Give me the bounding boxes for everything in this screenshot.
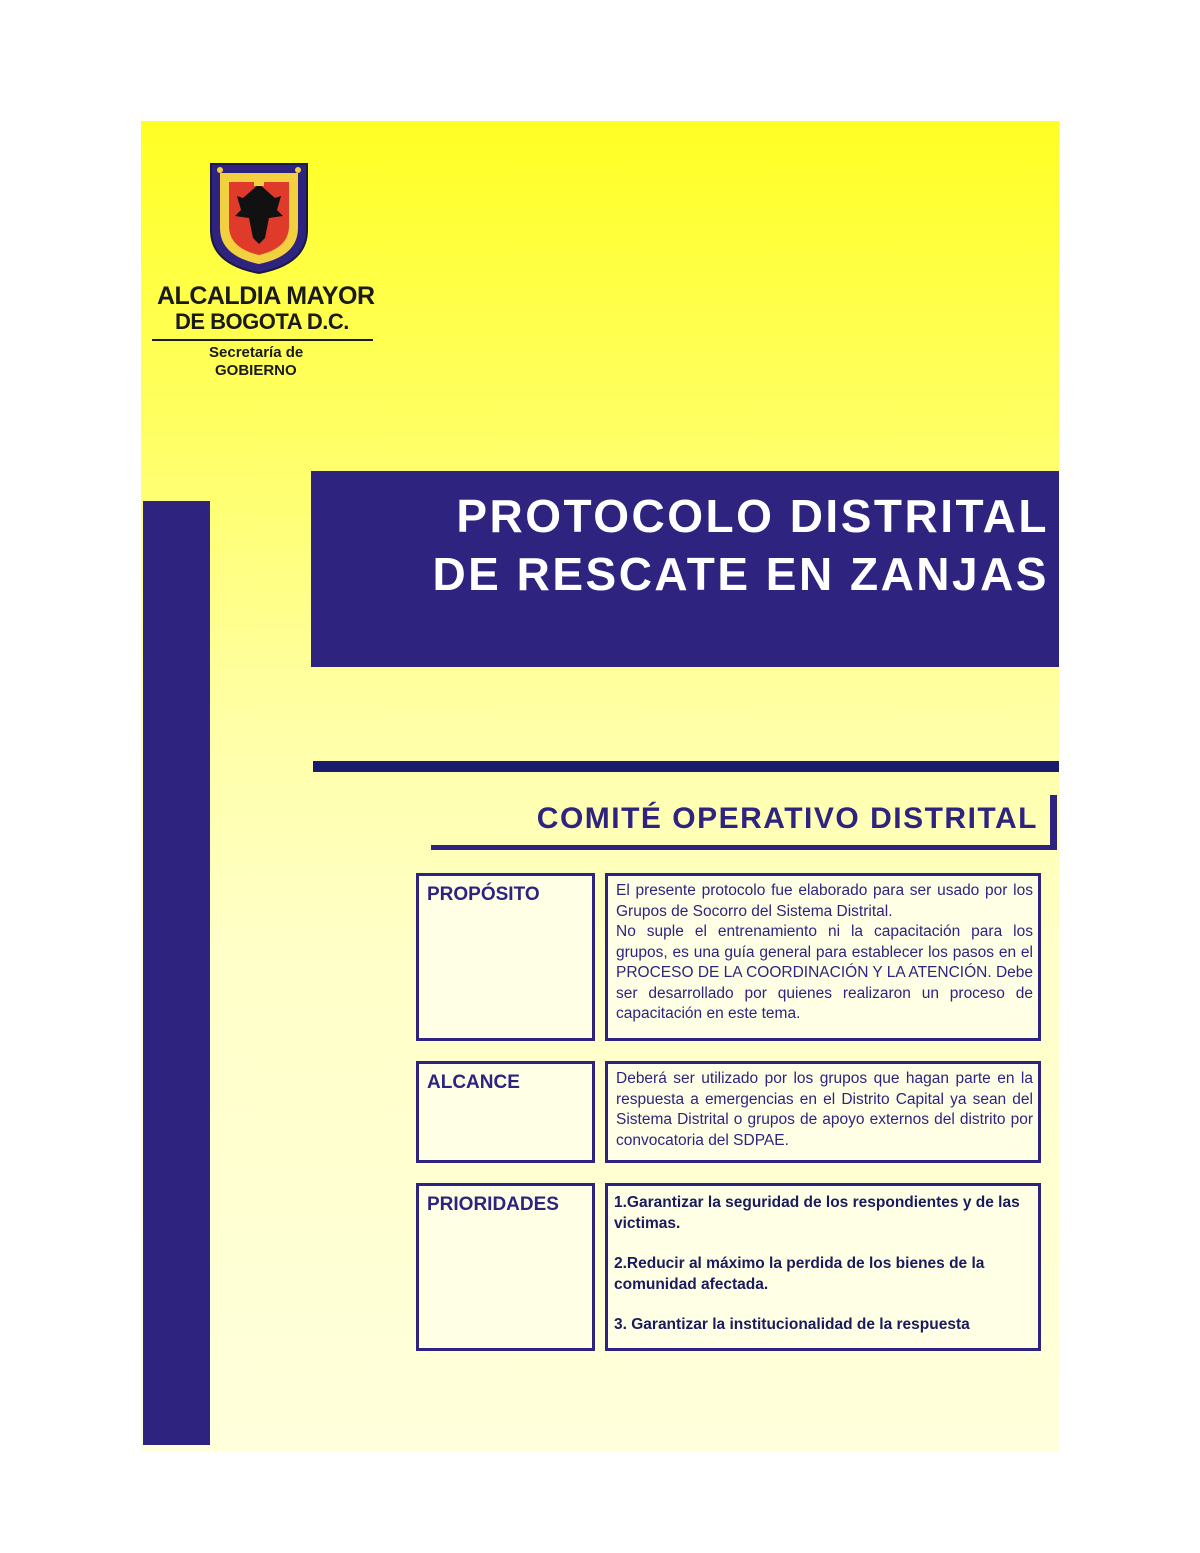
page-title: [432, 487, 1049, 603]
proposito-text: [608, 876, 1038, 1025]
proposito-label-box: [416, 873, 595, 1041]
proposito-paragraph-2: No suple el entrenamiento ni la capacitación para los grupos, es una guía general para establecer los pasos en el PROCESO DE LA COORDINACIÓN Y LA ATENCIÓN. Debe ser desarrollado por quienes realizaron un proceso de capacitación en este tema.: [616, 923, 1033, 1022]
prioridades-content-box: [605, 1183, 1041, 1351]
alcance-content-box: [605, 1061, 1041, 1163]
alcance-label: ALCANCE: [427, 1072, 520, 1093]
alcance-text: [608, 1064, 1038, 1151]
title-line-2: DE RESCATE EN ZANJAS: [432, 548, 1049, 600]
prioridades-label: PRIORIDADES: [427, 1194, 559, 1215]
prioridad-item-2: 2.Reducir al máximo la perdida de los bienes de la comunidad afectada.: [614, 1255, 985, 1293]
prioridades-list: [608, 1186, 1038, 1335]
left-accent-bar: [143, 501, 210, 1445]
title-banner: [311, 471, 1059, 667]
prioridad-item-3: 3. Garantizar la institucionalidad de la respuesta: [614, 1316, 970, 1333]
logo-secretaria-text: Secretaría de: [209, 344, 304, 361]
proposito-paragraph-1: El presente protocolo fue elaborado para ser usado por los Grupos de Socorro del Sistema Distrital.: [616, 882, 1033, 920]
alcance-label-box: [416, 1061, 595, 1163]
title-line-1: PROTOCOLO DISTRITAL: [456, 490, 1049, 542]
logo-gobierno-text: GOBIERNO: [215, 362, 297, 379]
section-divider: [313, 761, 1059, 772]
committee-heading: COMITÉ OPERATIVO DISTRITAL: [536, 802, 1038, 835]
proposito-label: PROPÓSITO: [427, 884, 540, 905]
committee-heading-frame: [431, 795, 1057, 850]
logo-divider: [152, 339, 373, 341]
alcance-paragraph: Deberá ser utilizado por los grupos que hagan parte en la respuesta a emergencias en el Distrito Capital ya sean del Sistema Distrital o grupos de apoyo externos del distrito por convocatoria del SDPAE.: [616, 1070, 1033, 1149]
prioridad-item-1: 1.Garantizar la seguridad de los respondientes y de las victimas.: [614, 1194, 1020, 1232]
logo-alcaldia-text: ALCALDIA MAYOR: [157, 282, 375, 310]
prioridades-label-box: [416, 1183, 595, 1351]
bogota-coat-of-arms-icon: [207, 160, 311, 276]
logo-bogota-text: DE BOGOTA D.C.: [175, 309, 349, 334]
proposito-content-box: [605, 873, 1041, 1041]
